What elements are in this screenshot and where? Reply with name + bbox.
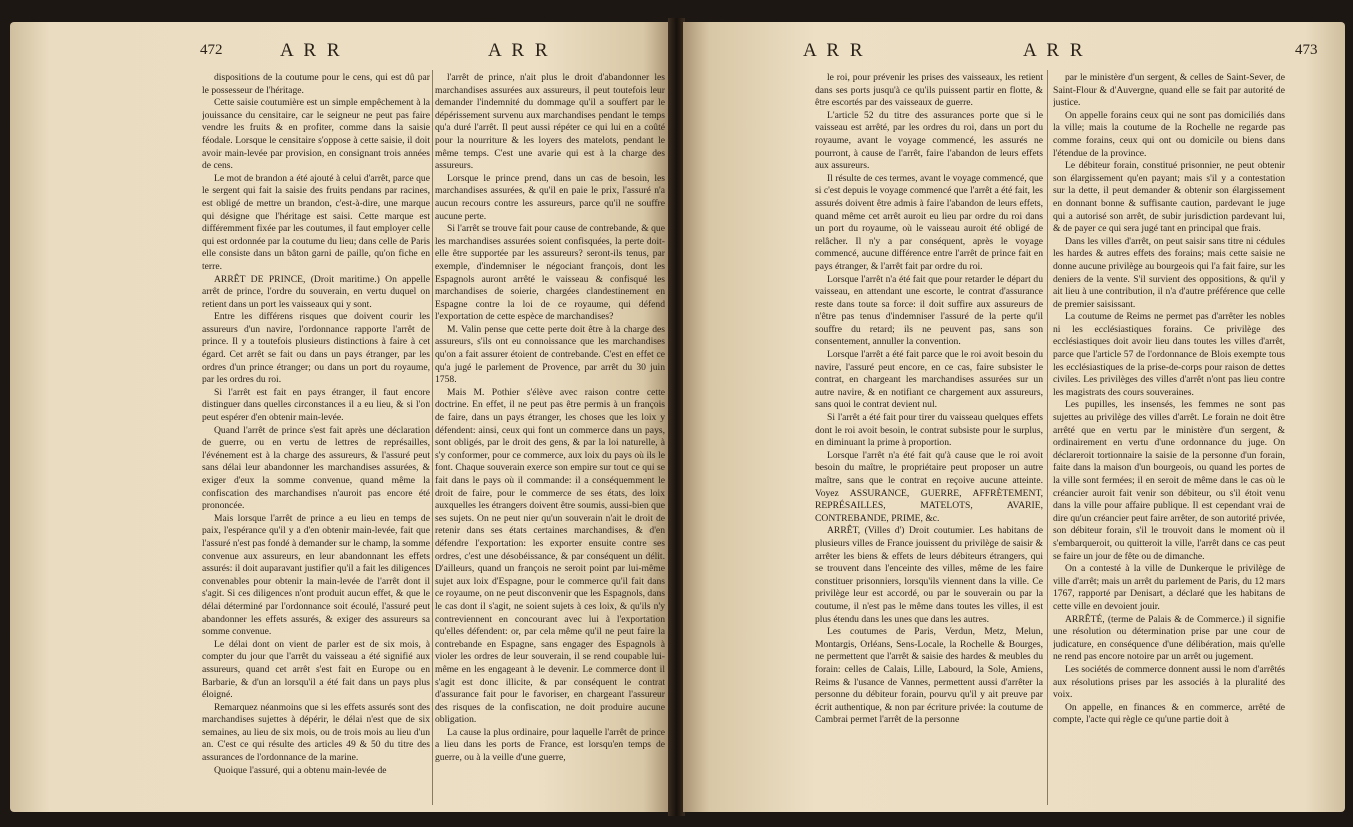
- paragraph: L'article 52 du titre des assurances porte que si le vaisseau est arrêté, par les ordres du roi, dans un port du royaume, avant le voyage commencé, les assurés ne pourront, à cause de l'arrêt, faire l'abandon de leurs effets aux assureurs.: [815, 109, 1043, 172]
- right-page: [683, 22, 1345, 812]
- paragraph: On appelle, en finances & en commerce, arrêté de compte, l'acte qui règle ce qu'une partie doit à: [1053, 701, 1285, 726]
- paragraph: Si l'arrêt est fait en pays étranger, il faut encore distinguer dans quelles circonstances il a eu lieu, & si l'on peut espérer d'en obtenir main-levée.: [202, 386, 430, 424]
- paragraph: La coutume de Reims ne permet pas d'arrêter les nobles ni les ecclésiastiques forains. Ce privilège des ecclésiastiques doit avoir lieu dans toutes les villes d'arrêt, parce que l'article 57 de l'ordonnance de Blois exempte tous les ecclésiastiques de la prise-de-corps pour raison de dettes civiles. Les privilèges des villes d'arrêt n'ont pas lieu contre les magistrats des cours souveraines.: [1053, 311, 1285, 398]
- paragraph: Lorsque l'arrêt a été fait parce que le roi avoit besoin du navire, l'assuré peut encore, en ce cas, faire subsister le contrat, en chargeant les marchandises assurées sur un autre navire, & en notifiant ce chargement aux assureurs, sans quoi le contrat devient nul.: [815, 349, 1043, 411]
- paragraph: Mais lorsque l'arrêt de prince a eu lieu en temps de paix, l'espérance qu'il y a d'en obtenir main-levée, fait que l'assuré n'est pas fondé à demander sur le champ, la somme convenue aux assureurs, en leur abandonnant les effets assurés: il doit auparavant justifier qu'il a fait les diligences convenables pour obtenir la main-levée de l'arrêt dont il s'agit. Si ces diligences n'ont produit aucun effet, & que le délai déterminé par l'ordonnance soit écoulé, l'assuré peut abandonner les effets assurés, & exiger des assureurs sa somme convenue.: [202, 512, 430, 638]
- paragraph: Si l'arrêt a été fait pour tirer du vaisseau quelques effets dont le roi avoit besoin, le contrat subsiste pour le surplus, en diminuant la prime à proportion.: [815, 412, 1043, 449]
- paragraph: Il résulte de ces termes, avant le voyage commencé, que si c'est depuis le voyage commencé que l'arrêt a été fait, les assurés doivent être admis à faire l'abandon de leurs effets, quand même cet arrêt auroit eu lieu par ordre du roi dans un port du royaume, où le vaisseau auroit été obligé de relâcher. Il n'y a par conséquent, après le voyage commencé, aucune différence entre l'arrêt de prince fait en pays étranger, & l'arrêt fait par ordre du roi.: [815, 172, 1043, 272]
- paragraph: Lorsque l'arrêt n'a été fait qu'à cause que le roi avoit besoin du maître, le propriétaire peut proposer un autre maître, sans que le contrat en reçoive aucune atteinte. Voyez ASSURANCE, GUERRE, AFFRÈTEMENT, REPRÉSAILLES, MATELOTS, AVARIE, CONTREBANDE, PRIME, &c.: [815, 449, 1043, 524]
- paragraph: Quand l'arrêt de prince s'est fait après une déclaration de guerre, ou en vertu de lettres de représailles, l'événement est à la charge des assureurs, & l'assuré peut sans délai leur abandonner les marchandises assurées, & exiger d'eux la somme convenue, quand même la confiscation des marchandises n'auroit pas encore été prononcée.: [202, 424, 430, 512]
- left-column-rule: [432, 70, 433, 805]
- paragraph: Les sociétés de commerce donnent aussi le nom d'arrêtés aux résolutions prises par les associés à la pluralité des voix.: [1053, 663, 1285, 701]
- paragraph: Les pupilles, les insensés, les femmes ne sont pas sujettes au privilège des villes d'arrêt. Le forain ne doit être arrêté que en vertu par le ministère d'un sergent, & ordinairement en vertu d'une ordonnance du juge. On déclareroit tortionnaire la saisie de la personne d'un forain, faite dans la maison d'un bourgeois, ou quand les portes de la ville sont fermées; il en seroit de même dans le cas où le créancier auroit fait venir son débiteur, ou s'il étoit venu dans la ville pour affaire publique. Il est cependant vrai de dire qu'un créancier peut faire arrêter, de son autorité privée, son débiteur forain, s'il le trouvoit dans le moment où il s'embarqueroit, ou quitteroit la ville, l'arrêt dans ce cas peut se faire un jour de fête ou de dimanche.: [1053, 399, 1285, 562]
- right-running-head: [683, 40, 1345, 66]
- right-column-2: [1053, 72, 1285, 802]
- paragraph: Mais M. Pothier s'élève avec raison contre cette doctrine. En effet, il ne peut pas être permis à un françois de faire, dans un pays étranger, les choses que les loix y défendent: ainsi, ceux qui font un commerce dans un pays, sont obligés, par le droit des gens, & par la loi naturelle, à s'y conformer, pour ce commerce, aux loix du pays où ils le font. Chaque souverain exerce son empire sur tout ce qui se fait dans le pays où il commande: il a conséquemment le droit de faire, pour le commerce de ses états, des loix auxquelles les étrangers doivent être soumis, aussi-bien que ses sujets. On ne peut nier qu'un souverain n'ait le droit de retenir dans ses états certaines marchandises, & d'en défendre l'exportation: les exporter ensuite contre ses ordres, c'est une désobéissance, & par conséquent un délit. D'ailleurs, quand un françois ne seroit point par lui-même sujet aux loix d'Espagne, pour le commerce qu'il fait dans ce royaume, on ne peut disconvenir que les Espagnols, dans le cas dont il s'agit, ne soient sujets à ces loix, & qu'ils n'y contreviennent en concourant avec lui à l'exportation qu'elles défendent: or, par cela même qu'il ne peut faire la contrebande en Espagne, sans engager des Espagnols à violer les ordres de leur souverain, il se rend coupable lui-même en les engageant à le devenir. Le commerce dont il s'agit est donc illicite, & par conséquent le contrat d'assurance fait pour le favoriser, en chargeant l'assureur des risques de la confiscation, ne doit produire aucune obligation.: [435, 386, 665, 726]
- paragraph: Entre les différens risques que doivent courir les assureurs d'un navire, l'ordonnance rapporte l'arrêt de prince. Il y a toutefois plusieurs distinctions à faire à cet égard. Cet arrêt se fait ou dans un pays étranger, par les ordres d'un prince étranger; ou dans un port du royaume, par les ordres du roi.: [202, 311, 430, 386]
- paragraph: Dans les villes d'arrêt, on peut saisir sans titre ni cédules les hardes & autres effets des forains; mais cette saisie ne donne aucune privilège au bourgeois qui l'a fait faire, sur les deniers de la vente. S'il survient des oppositions, & qu'il y ait lieu à une contribution, il n'a d'autre préférence que celle de premier saisissant.: [1053, 235, 1285, 310]
- left-running-head: [10, 40, 670, 66]
- paragraph: ARRÊT, (Villes d') Droit coutumier. Les habitans de plusieurs villes de France jouissent du privilège de saisir & arrêter les biens & effets de leurs débiteurs étrangers, qui se trouvent dans l'enceinte des villes, même de les faire constituer prisonniers, lorsqu'ils viennent dans la ville. Ce privilège leur est accordé, ou par le souverain ou par la coutume, il n'est pas le même dans toutes les villes, il est plus étendu dans les unes que dans les autres.: [815, 525, 1043, 625]
- paragraph: Les coutumes de Paris, Verdun, Metz, Melun, Montargis, Orléans, Sens-Locale, la Rochelle & Bourges, ne permettent que l'arrêt & saisie des hardes & meubles du forain: celles de Calais, Lille, Labourd, la Sole, Amiens, Reims & l'usance de Vannes, permettent aussi d'arrêter la personne du débiteur forain, pourvu qu'il y ait preuve par écrit authentique, & non par écriture privée: la coutume de Cambrai permet l'arrêt de la personne: [815, 626, 1043, 726]
- paragraph: ARRÊT DE PRINCE, (Droit maritime.) On appelle arrêt de prince, l'ordre du souverain, en vertu duquel on retient dans un port les vaisseaux qui y sont.: [202, 273, 430, 310]
- paragraph: On a contesté à la ville de Dunkerque le privilège de ville d'arrêt; mais un arrêt du parlement de Paris, du 12 mars 1767, rapporté par Denisart, a déclaré que les habitans de cette ville en devoient jouir.: [1053, 563, 1285, 612]
- paragraph: l'arrêt de prince, n'ait plus le droit d'abandonner les marchandises assurées aux assureurs, il peut toutefois leur demander l'indemnité du dommage qu'il a souffert par le dépérissement survenu aux marchandises pendant le temps qu'a duré l'arrêt. Il peut aussi répéter ce qui lui en a coûté pour la nourriture & les loyers des matelots, pendant le même temps. C'est une avarie qui est à la charge des assureurs.: [435, 72, 665, 172]
- right-page-number: 473: [1295, 42, 1318, 58]
- paragraph: Le délai dont on vient de parler est de six mois, à compter du jour que l'arrêt du vaisseau a été signifié aux assureurs, quand cet arrêt s'est fait en Europe ou en Barbarie, & d'un an lorsqu'il a été fait dans un pays plus éloigné.: [202, 638, 430, 701]
- right-column-1: [815, 72, 1043, 802]
- left-head-keyword-1: A R R: [280, 40, 343, 61]
- paragraph: Quoique l'assuré, qui a obtenu main-levée de: [214, 764, 387, 776]
- paragraph: Cette saisie coutumière est un simple empêchement à la jouissance du censitaire, car le seigneur ne peut pas faire vendre les fruits & en profiter, comme dans la saisie féodale. Lorsque le censitaire s'oppose à cette saisie, il doit avoir main-levée par provision, en consignant trois années de cens.: [202, 97, 430, 172]
- paragraph: Remarquez néanmoins que si les effets assurés sont des marchandises sujettes à dépérir, le délai n'est que de six semaines, au lieu de six mois, ou de trois mois au lieu d'un an. C'est ce qui résulte des articles 49 & 50 du titre des assurances de l'ordonnance de la marine.: [202, 701, 430, 764]
- paragraph: M. Valin pense que cette perte doit être à la charge des assureurs, s'ils ont eu connoissance que les marchandises qu'on a fait assurer étoient de contrebande. C'est en effet ce qu'a jugé le parlement de Provence, par arrêt du 30 juin 1758.: [435, 323, 665, 386]
- paragraph: le roi, pour prévenir les prises des vaisseaux, les retient dans ses ports jusqu'à ce qu'ils puissent partir en flotte, & être escortés par des vaisseaux de guerre.: [815, 72, 1043, 109]
- left-column-1: [202, 72, 430, 802]
- left-head-keyword-2: A R R: [488, 40, 551, 61]
- paragraph: Le mot de brandon a été ajouté à celui d'arrêt, parce que le sergent qui fait la saisie des fruits pendans par racines, est obligé de mettre un brandon, c'est-à-dire, une marque qui désigne que l'héritage est saisi. Cette marque est différemment fixée par les coutumes, il faut employer celle qui est ordonnée par la coutume du lieu; dans celle de Paris elle consiste dans un bâton garni de paille, qu'on fiche en terre.: [202, 172, 430, 272]
- paragraph: La cause la plus ordinaire, pour laquelle l'arrêt de prince a lieu dans les ports de France, est lorsqu'en temps de guerre, ou à la veille d'une guerre,: [435, 726, 665, 764]
- left-page-number: 472: [200, 42, 223, 58]
- paragraph: ARRÊTÉ, (terme de Palais & de Commerce.) il signifie une résolution ou détermination prise par une cour de judicature, en conséquence d'une délibération, mais qu'elle ne rend pas encore notoire par un arrêt ou jugement.: [1053, 613, 1285, 663]
- paragraph: On appelle forains ceux qui ne sont pas domiciliés dans la ville; mais la coutume de la Rochelle ne regarde pas comme forains, ceux qui ont ou domicile ou biens dans l'étendue de la province.: [1053, 109, 1285, 159]
- paragraph: Le débiteur forain, constitué prisonnier, ne peut obtenir son élargissement qu'en payant; mais s'il y a contestation sur la dette, il peut demander & obtenir son élargissement en donnant bonne & suffisante caution, pardevant le juge qui a autorisé son arrêt, de subir jurisdiction pardevant lui, & de payer ce qui sera jugé tant en principal que frais.: [1053, 160, 1285, 235]
- right-column-rule: [1047, 70, 1048, 805]
- paragraph: Lorsque le prince prend, dans un cas de besoin, les marchandises assurées, & qu'il en paie le prix, l'assuré n'a aucun recours contre les assureurs, parce qu'il ne souffre aucune perte.: [435, 172, 665, 222]
- paragraph: dispositions de la coutume pour le cens, qui est dû par le possesseur de l'héritage.: [202, 72, 430, 96]
- paragraph: Si l'arrêt se trouve fait pour cause de contrebande, & que les marchandises assurées soient confisquées, la perte doit-elle être supportée par les assureurs? seront-ils tenus, par exemple, d'indemniser le négociant françois, dont les Espagnols auront arrêté le vaisseau & confisqué les marchandises de soierie, chargées clandestinement en Espagne contre la loi de ce royaume, qui défend l'exportation de cette espèce de marchandises?: [435, 223, 665, 323]
- right-head-keyword-1: A R R: [803, 40, 866, 61]
- left-column-2: [435, 72, 665, 802]
- right-head-keyword-2: A R R: [1023, 40, 1086, 61]
- left-page: [10, 22, 670, 812]
- paragraph: Lorsque l'arrêt n'a été fait que pour retarder le départ du vaisseau, en attendant une escorte, le contrat d'assurance reste dans toute sa force: il doit suffire aux assureurs de n'être pas tenus d'indemniser l'assuré de la perte qu'il souffre du retard; ils ne peuvent pas, sans son consentement, annuller la convention.: [815, 273, 1043, 348]
- paragraph: par le ministère d'un sergent, & celles de Saint-Sever, de Saint-Flour & d'Auvergne, quand elle se fait par autorité de justice.: [1053, 72, 1285, 109]
